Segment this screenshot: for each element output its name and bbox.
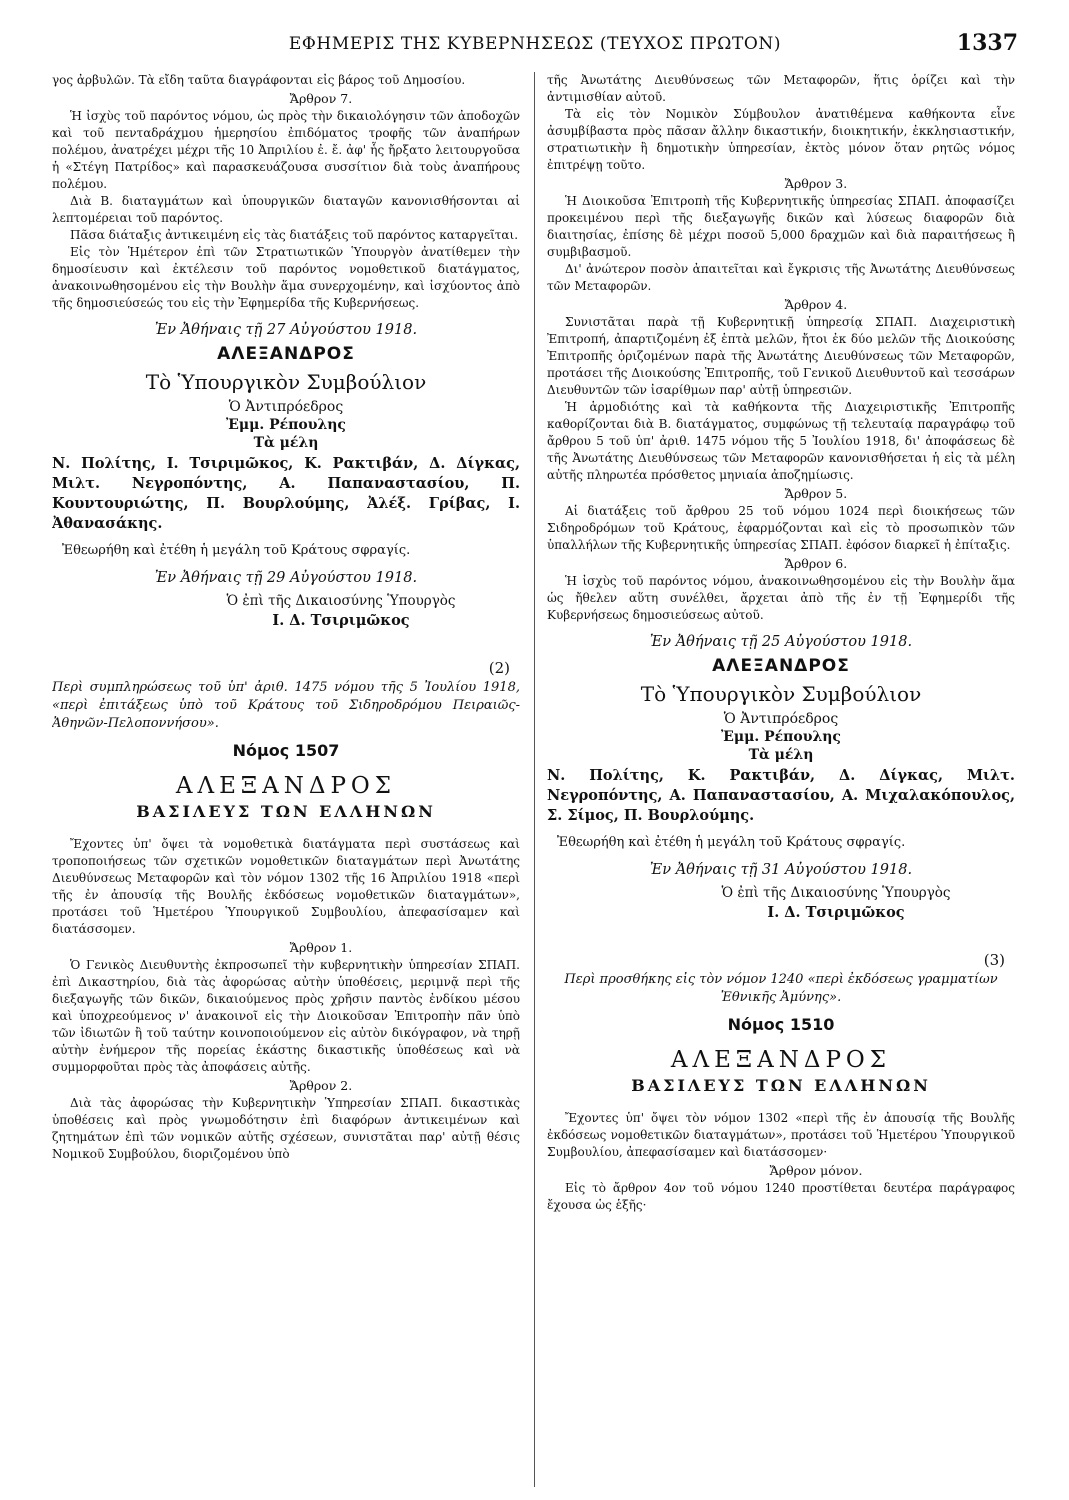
minister-label: Ὁ ἐπὶ τῆς Δικαιοσύνης Ὑπουργὸς <box>226 593 456 609</box>
page-number: 1337 <box>956 30 1018 56</box>
section-number: (2) <box>488 659 510 677</box>
members-list: Ν. Πολίτης, Ι. Τσιριμῶκος, Κ. Ρακτιβάν, Δ. Δίγκας, Μιλτ. Νεγροπόντης, Α. Παπαναστασίου, Π. Κουντουριώτης, Π. Βουρλούμης, Ἀλέξ. Γρίβας, Ι. Ἀθανασάκης. <box>52 455 520 532</box>
law-number: Νόμος 1510 <box>727 1015 835 1034</box>
minister-label: Ὁ ἐπὶ τῆς Δικαιοσύνης Ὑπουργὸς <box>721 885 951 901</box>
king-signature: ΑΛΕΞΑΝΔΡΟΣ <box>217 344 355 364</box>
paragraph: τῆς Ἀνωτάτης Διευθύνσεως τῶν Μεταφορῶν, ἥτις ὁρίζει καὶ τὴν ἀντιμισθίαν αὐτοῦ. <box>547 73 1015 104</box>
page-header <box>52 30 1018 58</box>
paragraph: Εἰς τὸν Ἡμέτερον ἐπὶ τῶν Στρατιωτικῶν Ὑπουργὸν ἀνατίθεμεν τὴν δημοσίευσιν καὶ ἐκτέλεσιν τοῦ παρόντος νομοθετικοῦ διατάγματος, ἀνακοινωθησομένου εἰς τὴν Βουλὴν ἅμα συνερχομένην, καὶ ἰσχύοντος ἀπὸ τῆς δημοσιεύσεώς του εἰς τὴν Ἐφημερίδα τῆς Κυβερνήσεως. <box>52 245 520 310</box>
council-heading: Τὸ Ὑπουργικὸν Συμβούλιον <box>145 370 427 394</box>
place-date: Ἐν Ἀθήναις τῇ 31 Αὐγούστου 1918. <box>649 862 913 878</box>
members-label: Τὰ μέλη <box>748 747 814 763</box>
vice-president-label: Ὁ Ἀντιπρόεδρος <box>723 711 839 727</box>
paragraph: Διὰ Β. διαταγμάτων καὶ ὑπουργικῶν διαταγῶν κανονισθήσονται αἱ λεπτομέρειαι τοῦ παρόντος. <box>52 194 520 225</box>
paragraph: Πᾶσα διάταξις ἀντικειμένη εἰς τὰς διατάξεις τοῦ παρόντος καταργεῖται. <box>70 228 519 242</box>
article-heading: Ἄρθρον 3. <box>784 176 848 191</box>
paragraph: γος ἀρβυλῶν. Τὰ εἴδη ταῦτα διαγράφονται εἰς βάρος τοῦ Δημοσίου. <box>52 73 466 87</box>
paragraph: Ἡ Διοικοῦσα Ἐπιτροπὴ τῆς Κυβερνητικῆς ὑπηρεσίας ΣΠΑΠ. ἀποφασίζει προκειμένου περὶ τῆς διεξαγωγῆς δικῶν καὶ λύσεως διαφορῶν διὰ διαιτησίας, ἐπίσης δὲ μέχρι ποσοῦ 5,000 δραχμῶν καὶ διὰ παραιτήσεως ἢ συμβιβασμοῦ. <box>547 194 1015 259</box>
king-title: ΒΑΣΙΛΕΥΣ ΤΩΝ ΕΛΛΗΝΩΝ <box>136 802 436 821</box>
paragraph: Διὰ τὰς ἀφορώσας τὴν Κυβερνητικὴν Ὑπηρεσίαν ΣΠΑΠ. δικαστικὰς ὑποθέσεις καὶ πρὸς γνωμοδότησιν ἐπὶ διαφόρων ἀντικειμένων καὶ ζητημάτων ἐπὶ τῶν νομικῶν αὐτῆς σχέσεων, συνιστᾶται παρ' αὐτῇ θέσις Νομικοῦ Συμβούλου, διοριζομένου ὑπὸ <box>52 1096 520 1161</box>
paragraph: Εἰς τὸ ἄρθρον 4ον τοῦ νόμου 1240 προστίθεται δευτέρα παράγραφος ἔχουσα ὡς ἑξῆς· <box>547 1181 1015 1212</box>
article-heading: Ἄρθρον 5. <box>784 486 848 501</box>
council-heading: Τὸ Ὑπουργικὸν Συμβούλιον <box>640 682 922 706</box>
king-name: ΑΛΕΞΑΝΔΡΟΣ <box>175 773 397 799</box>
article-heading: Ἄρθρον 1. <box>289 940 353 955</box>
section-number: (3) <box>983 951 1005 969</box>
paragraph: Ἡ ἰσχὺς τοῦ παρόντος νόμου, ἀνακοινωθησομένου εἰς τὴν Βουλὴν ἅμα ὡς ἤθελεν αὕτη συνέλθει, ἄρχεται ἀπὸ τῆς ἐν τῇ Ἐφημερίδι τῆς Κυβερνήσεως δημοσιεύσεως αὐτοῦ. <box>547 574 1015 622</box>
paragraph: Ἔχοντες ὑπ' ὄψει τὸν νόμον 1302 «περὶ τῆς ἐν ἀπουσίᾳ τῆς Βουλῆς ἐκδόσεως νομοθετικῶν διαταγμάτων», προτάσει τοῦ Ἡμετέρου Ὑπουργικοῦ Συμβουλίου, ἀπεφασίσαμεν καὶ διατάσσομεν· <box>547 1111 1015 1159</box>
vice-president-label: Ὁ Ἀντιπρόεδρος <box>228 399 344 415</box>
gazette-title: ΕΦΗΜΕΡΙΣ ΤΗΣ ΚΥΒΕΡΝΗΣΕΩΣ (ΤΕΥΧΟΣ ΠΡΩΤΟΝ) <box>288 34 782 54</box>
paragraph: Δι' ἀνώτερον ποσὸν ἀπαιτεῖται καὶ ἔγκρισις τῆς Ἀνωτάτης Διευθύνσεως τῶν Μεταφορῶν. <box>547 262 1015 293</box>
law-subject: Περὶ συμπληρώσεως τοῦ ὑπ' ἀριθ. 1475 νόμου τῆς 5 Ἰουλίου 1918, «περὶ ἐπιτάξεως ὑπὸ τοῦ Κράτους τοῦ Σιδηροδρόμου Πειραιῶς-Ἀθηνῶν-Πελοποννήσου». <box>52 680 520 731</box>
paragraph: Συνιστᾶται παρὰ τῇ Κυβερνητικῇ ὑπηρεσίᾳ ΣΠΑΠ. Διαχειριστικὴ Ἐπιτροπή, ἀπαρτιζομένη ἐξ ἑπτὰ μελῶν, ἤτοι ἐκ δύο μελῶν τῆς Διοικούσης Ἐπιτροπῆς ὁριζομένων παρὰ τῆς Ἀνωτάτης Διευθύνσεως τῶν Μεταφορῶν, προτάσει τῆς Διοικούσης Ἐπιτροπῆς, τοῦ Γενικοῦ Διευθυντοῦ καὶ τεσσάρων Διευθυντῶν τῶν ἰσαρίθμων παρ' αὐτῇ ὑπηρεσιῶν. <box>547 315 1015 397</box>
left-column <box>52 72 520 1487</box>
law-subject: Περὶ προσθήκης εἰς τὸν νόμον 1240 «περὶ ἐκδόσεως γραμματίων Ἐθνικῆς Ἀμύνης». <box>564 972 998 1005</box>
law-number: Νόμος 1507 <box>232 741 340 760</box>
seal-note: Ἐθεωρήθη καὶ ἐτέθη ἡ μεγάλη τοῦ Κράτους σφραγίς. <box>557 835 906 850</box>
king-name: ΑΛΕΞΑΝΔΡΟΣ <box>670 1047 892 1073</box>
vice-president-name: Ἐμμ. Ρέπουλης <box>721 729 841 745</box>
place-date: Ἐν Ἀθήναις τῇ 29 Αὐγούστου 1918. <box>154 570 418 586</box>
article-heading: Ἄρθρον 4. <box>784 297 848 312</box>
paragraph: Ἡ ἰσχὺς τοῦ παρόντος νόμου, ὡς πρὸς τὴν δικαιολόγησιν τῶν ἀποδοχῶν καὶ τοῦ πενταδράχμου ἡμερησίου ἐπιδόματος τροφῆς τῶν ἀναπήρων πολέμου, ἀνατρέχει μέχρι τῆς 10 Ἀπριλίου ἐ. ἔ. ἀφ' ἧς ἤρξατο λειτουργοῦσα ἡ «Στέγη Πατρίδος» καὶ παρασκευάζουσα συσσίτιον διὰ τοὺς ἀναπήρους πολέμου. <box>52 109 520 191</box>
place-date: Ἐν Ἀθήναις τῇ 27 Αὐγούστου 1918. <box>154 322 418 338</box>
paragraph: Ἔχοντες ὑπ' ὄψει τὰ νομοθετικὰ διατάγματα περὶ συστάσεως καὶ τροποποιήσεως τῶν σχετικῶν νομοθετικῶν διαταγμάτων περὶ Ἀνωτάτης Διευθύνσεως Μεταφορῶν καὶ τὸν νόμον 1302 τῆς 16 Ἀπριλίου 1918 «περὶ τῆς ἐν ἀπουσίᾳ τῆς Βουλῆς ἐκδόσεως νομοθετικῶν διαταγμάτων», προτάσει τοῦ Ἡμετέρου Ὑπουργικοῦ Συμβουλίου, ἀπεφασίσαμεν καὶ διατάσσομεν. <box>52 837 520 936</box>
place-date: Ἐν Ἀθήναις τῇ 25 Αὐγούστου 1918. <box>649 634 913 650</box>
members-label: Τὰ μέλη <box>253 435 319 451</box>
right-column <box>547 72 1015 1487</box>
minister-name: Ι. Δ. Τσιριμῶκος <box>272 612 410 629</box>
paragraph: Ὁ Γενικὸς Διευθυντὴς ἐκπροσωπεῖ τὴν κυβερνητικὴν ὑπηρεσίαν ΣΠΑΠ. ἐπὶ Δικαστηρίου, διὰ τὰς ἀφορώσας αὐτὴν ὑποθέσεις, μεριμνᾷ περὶ τῆς διεξαγωγῆς τῶν δικῶν, δικαιούμενος πρὸς χρῆσιν παντὸς ἐνδίκου μέσου καὶ ὑποχρεούμενος ν' ἀνακοινοῖ εἰς τὴν Διοικοῦσαν Ἐπιτροπὴν πᾶν ὑπὸ τῶν ἰδιωτῶν ἢ τοῦ ταύτην κοινοποιούμενον εἰς αὐτὸν δικόγραφον, νὰ τηρῇ αὐτὴν ἐνήμερον τῆς πορείας ἑκάστης δικαστικῆς ὑποθέσεως καὶ νὰ συμμορφοῦται πρὸς τὰς ἀποφάσεις αὐτῆς. <box>52 958 520 1074</box>
vice-president-name: Ἐμμ. Ρέπουλης <box>226 417 346 433</box>
king-title: ΒΑΣΙΛΕΥΣ ΤΩΝ ΕΛΛΗΝΩΝ <box>631 1076 931 1095</box>
article-heading: Ἄρθρον 7. <box>289 91 353 106</box>
article-heading: Ἄρθρον 6. <box>784 556 848 571</box>
article-heading: Ἄρθρον μόνον. <box>769 1163 863 1178</box>
article-heading: Ἄρθρον 2. <box>289 1078 353 1093</box>
seal-note: Ἐθεωρήθη καὶ ἐτέθη ἡ μεγάλη τοῦ Κράτους σφραγίς. <box>62 543 411 558</box>
paragraph: Ἡ ἁρμοδιότης καὶ τὰ καθήκοντα τῆς Διαχειριστικῆς Ἐπιτροπῆς καθορίζονται διὰ Β. διατάγματος, συμφώνως τῇ τελευταίᾳ παραγράφῳ τοῦ ἄρθρου 5 τοῦ ὑπ' ἀριθ. 1475 νόμου τῆς 5 Ἰουλίου 1918, δι' ἀποφάσεως δὲ τῆς Ἀνωτάτης Διευθύνσεως τῶν Μεταφορῶν κανονισθήσεται ἡ εἰς τὰ μέλη αὐτῆς πληρωτέα πρόσθετος μηνιαία ἀποζημίωσις. <box>547 400 1015 482</box>
paragraph: Αἱ διατάξεις τοῦ ἄρθρου 25 τοῦ νόμου 1024 περὶ διοικήσεως τῶν Σιδηροδρόμων τοῦ Κράτους, ἐφαρμόζονται καὶ εἰς τὸ προσωπικὸν τῶν ὑπαλλήλων τῆς Κυβερνητικῆς ὑπηρεσίας ΣΠΑΠ. ἐφόσον διαρκεῖ ἡ ἐπίταξις. <box>547 504 1015 552</box>
column-divider <box>534 72 535 1487</box>
members-list: Ν. Πολίτης, Κ. Ρακτιβάν, Δ. Δίγκας, Μιλτ. Νεγροπόντης, Α. Παπαναστασίου, Α. Μιχαλακόπουλος, Σ. Σίμος, Π. Βουρλούμης. <box>547 767 1015 824</box>
paragraph: Τὰ εἰς τὸν Νομικὸν Σύμβουλον ἀνατιθέμενα καθήκοντα εἶνε ἀσυμβίβαστα πρὸς πᾶσαν ἄλλην δικαστικήν, διοικητικήν, ἐκκλησιαστικήν, στρατιωτικὴν ἢ δημοτικὴν ὑπηρεσίαν, ἐκτὸς μόνον ὅταν ρητῶς νόμος ἐπιτρέψῃ τοῦτο. <box>547 107 1015 172</box>
minister-name: Ι. Δ. Τσιριμῶκος <box>767 904 905 921</box>
king-signature: ΑΛΕΞΑΝΔΡΟΣ <box>712 656 850 676</box>
